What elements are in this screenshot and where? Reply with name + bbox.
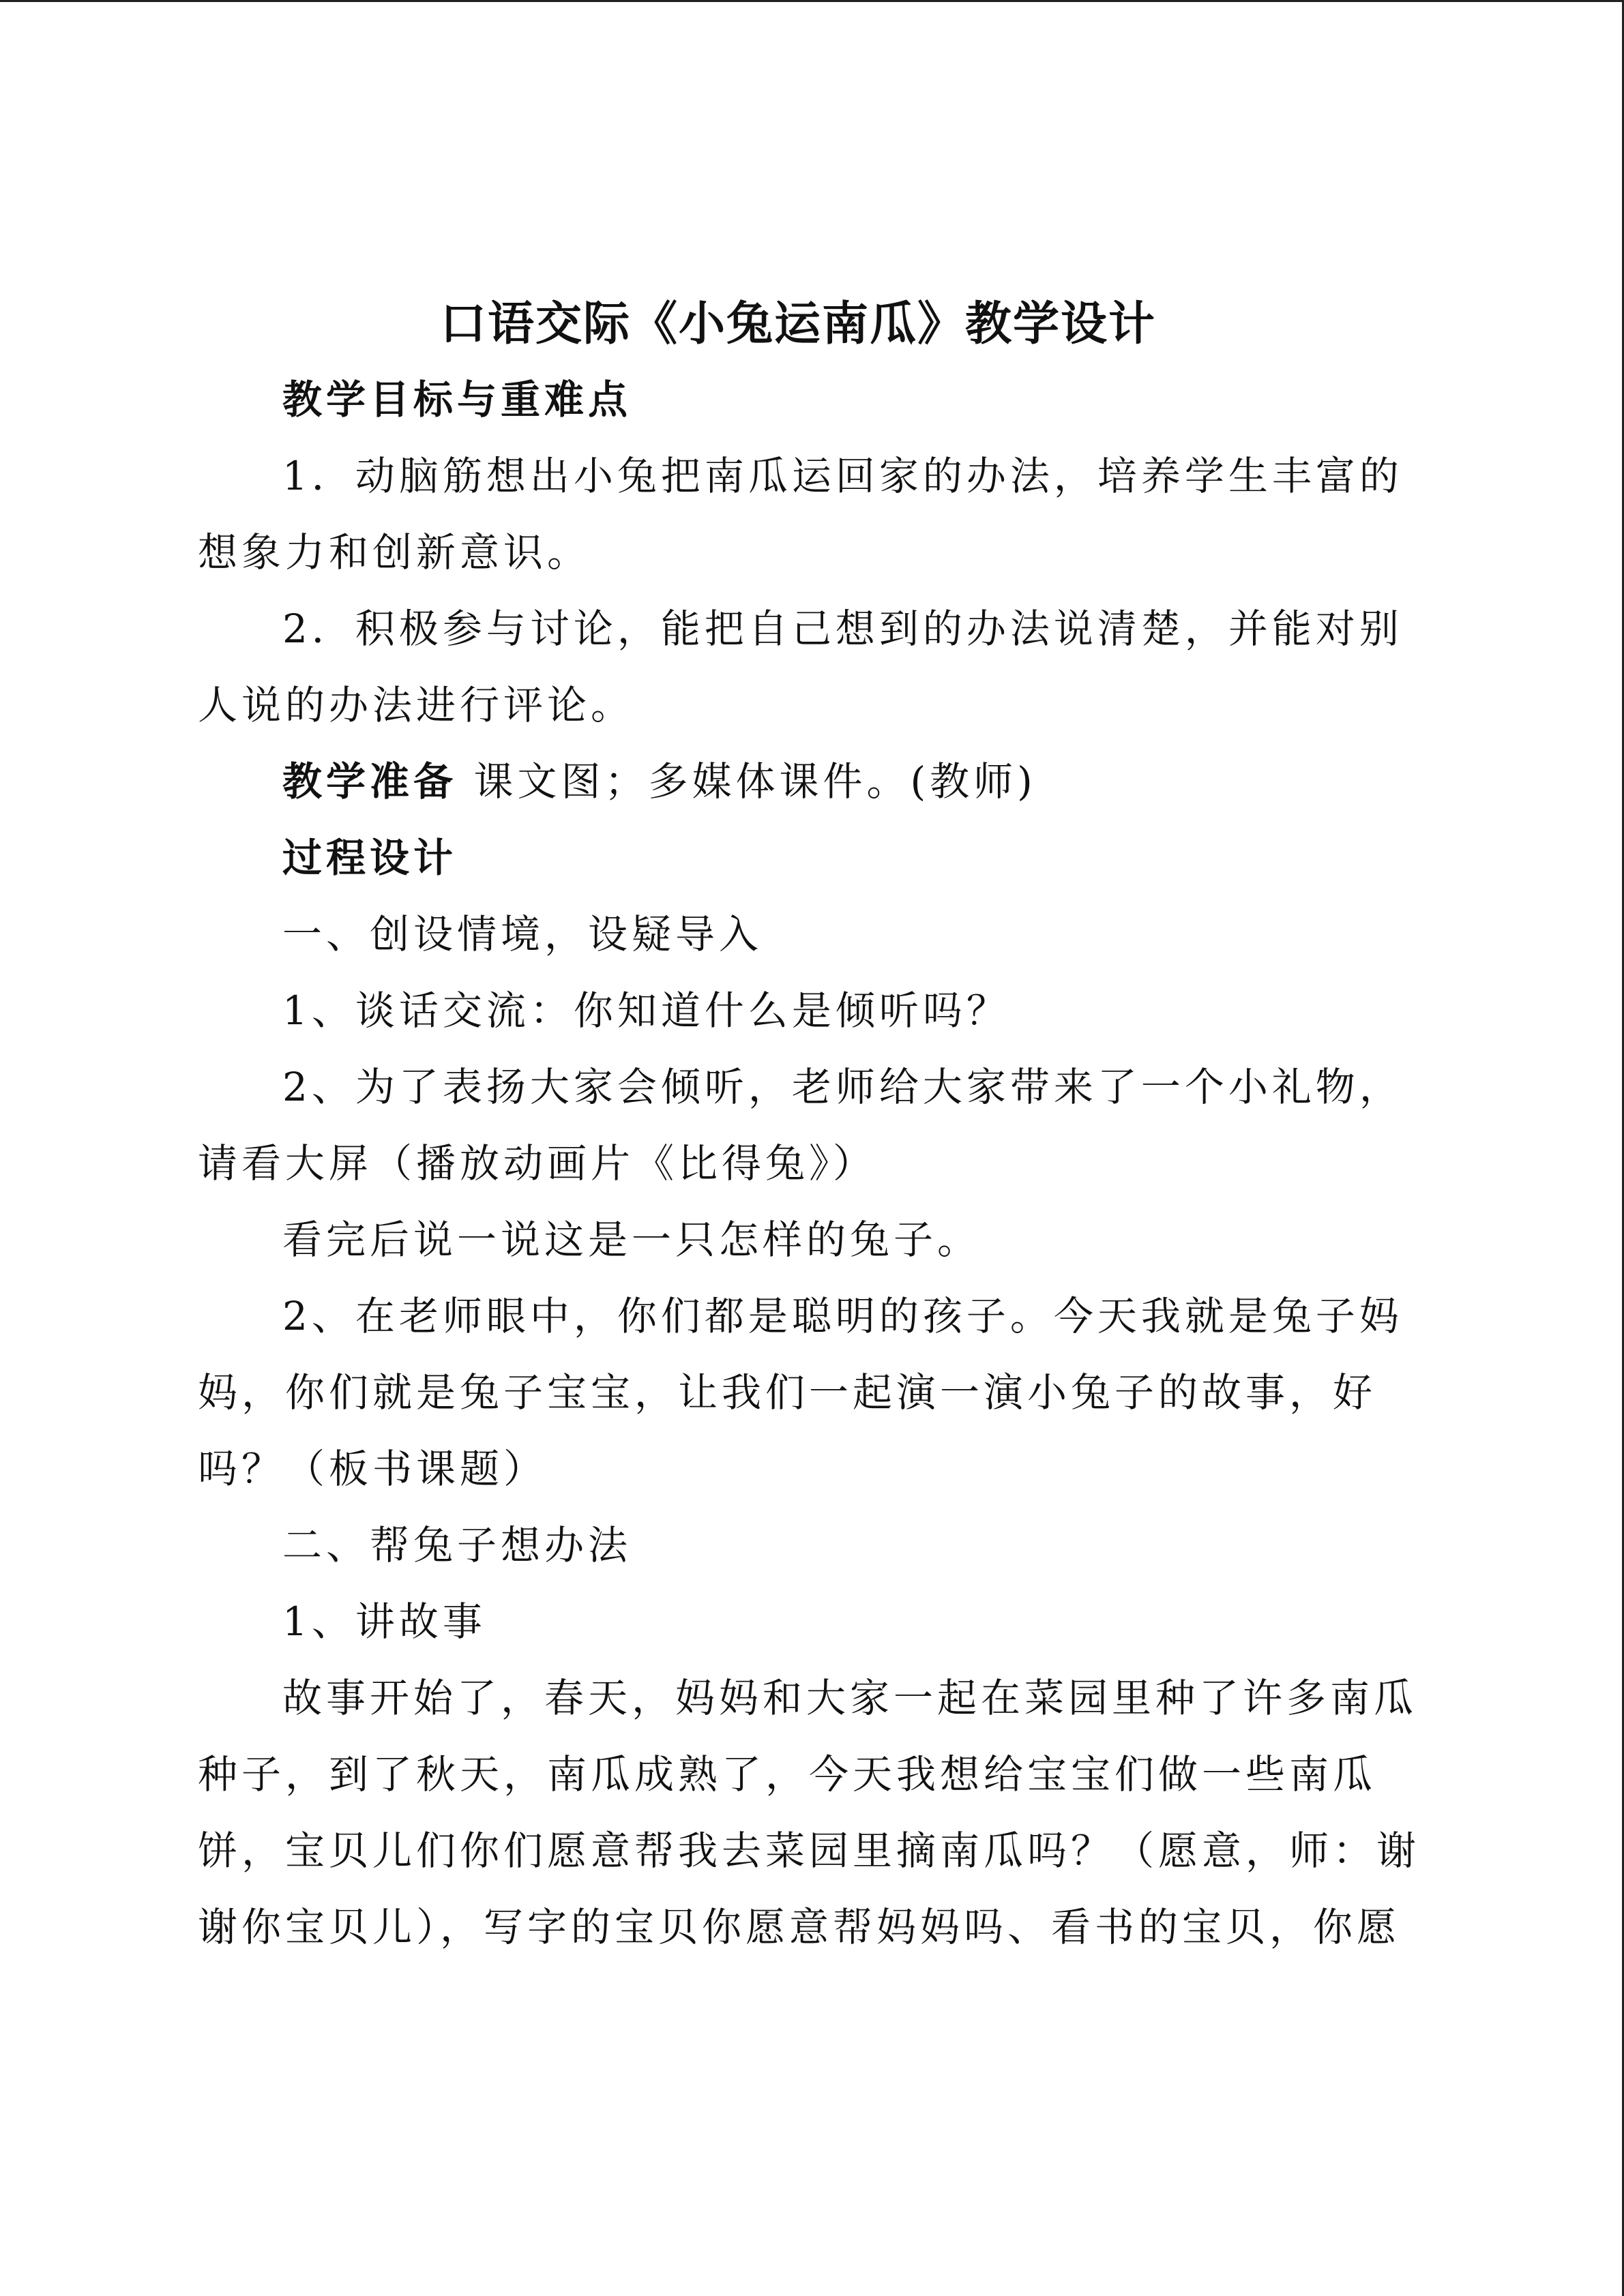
page-border-top <box>0 0 1624 2</box>
prep-label: 教学准备 <box>282 758 458 805</box>
story-step: 1、讲故事 <box>282 1598 486 1645</box>
heading-goals: 教学目标与重难点 <box>282 376 632 423</box>
step-2-line1: 2、为了表扬大家会倾听，老师给大家带来了一个小礼物， <box>282 1064 1403 1110</box>
step-3-line1: 2、在老师眼中，你们都是聪明的孩子。今天我就是兔子妈 <box>282 1293 1403 1339</box>
story-line1: 故事开始了，春天，妈妈和大家一起在菜园里种了许多南瓜 <box>282 1675 1418 1721</box>
goal2-line1: 2．积极参与讨论，能把自己想到的办法说清楚，并能对别 <box>282 606 1403 652</box>
section-2: 二、帮兔子想办法 <box>282 1522 632 1568</box>
story-line4: 谢你宝贝儿），写字的宝贝你愿意帮妈妈吗、看书的宝贝，你愿 <box>198 1904 1401 1950</box>
prep-text: 课文图；多媒体课件。(教师) <box>457 758 1037 805</box>
step-2-after: 看完后说一说这是一只怎样的兔子。 <box>282 1217 981 1263</box>
step-2-line2: 请看大屏（播放动画片《比得兔》） <box>198 1140 877 1187</box>
section-1: 一、创设情境，设疑导入 <box>282 911 763 957</box>
document-body <box>198 286 1421 1965</box>
step-3-line2: 妈，你们就是兔子宝宝，让我们一起演一演小兔子的故事，好 <box>198 1369 1377 1416</box>
story-line2: 种子，到了秋天，南瓜成熟了，今天我想给宝宝们做一些南瓜 <box>198 1751 1377 1798</box>
goal1-line2: 想象力和创新意识。 <box>198 529 591 576</box>
prep-paragraph <box>198 743 1398 820</box>
step-1: 1、谈话交流：你知道什么是倾听吗？ <box>282 987 1010 1034</box>
story-line3: 饼，宝贝儿们你们愿意帮我去菜园里摘南瓜吗？（愿意，师：谢 <box>198 1828 1421 1874</box>
heading-process: 过程设计 <box>282 835 458 881</box>
goal1-line1: 1．动脑筋想出小兔把南瓜运回家的办法，培养学生丰富的 <box>282 453 1403 499</box>
document-title: 口语交际《小兔运南瓜》教学设计 <box>439 297 1156 351</box>
goal2-line2: 人说的办法进行评论。 <box>198 682 635 728</box>
step-3-line3: 吗？（板书课题） <box>198 1446 548 1492</box>
